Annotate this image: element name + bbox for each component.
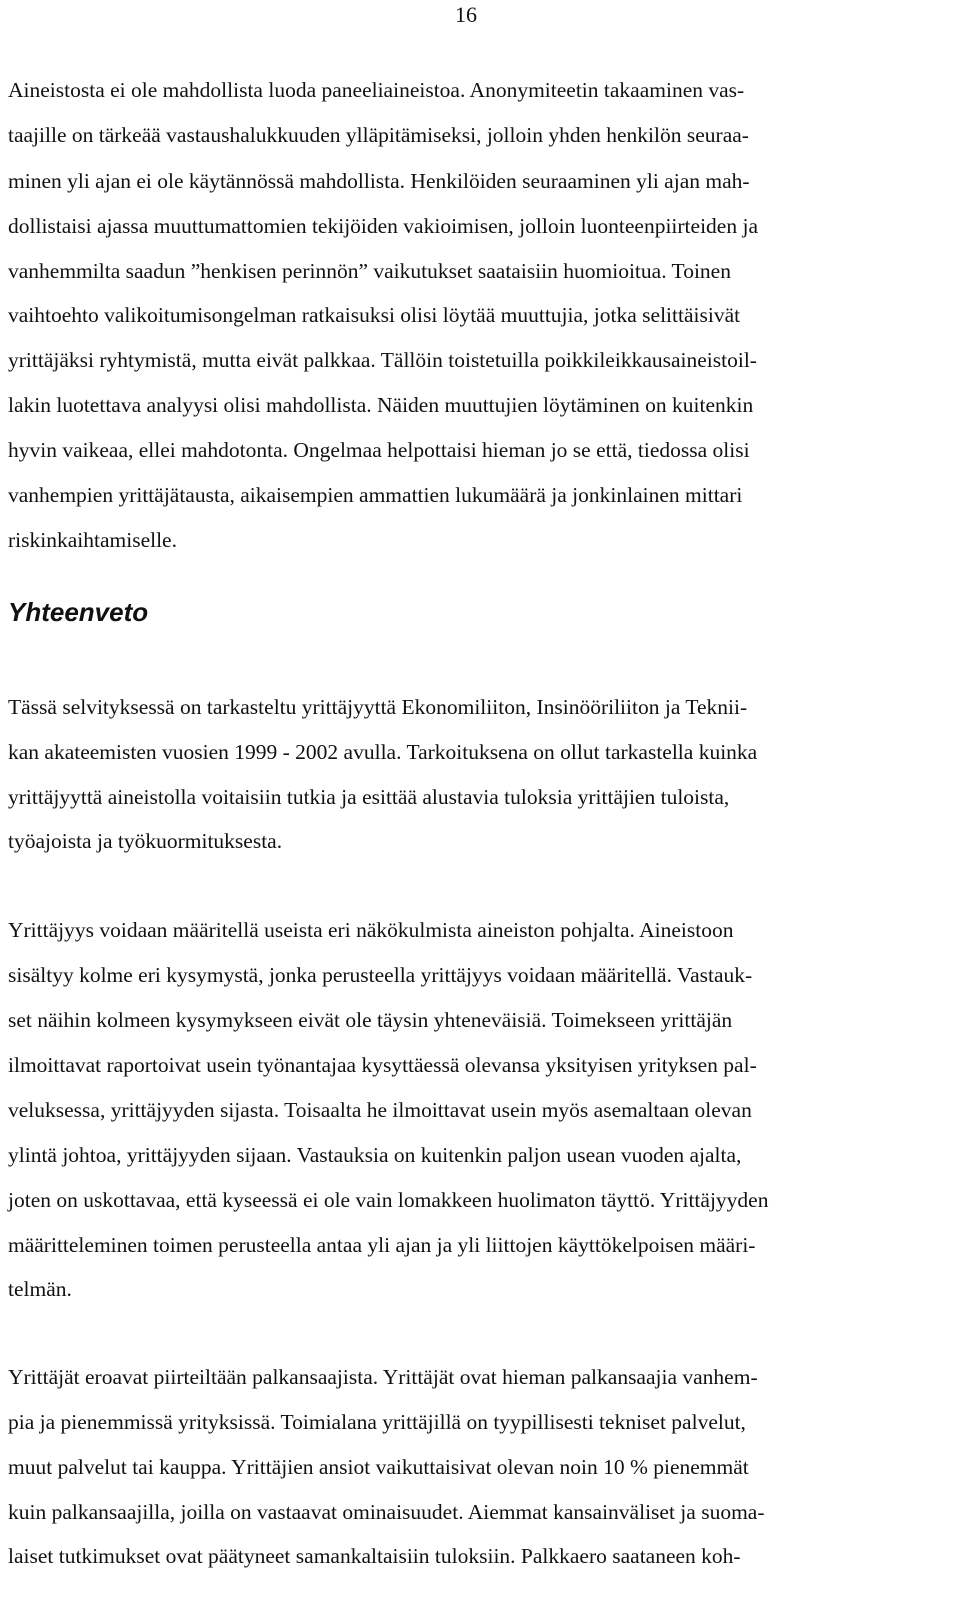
text-line: ilmoittavat raportoivat usein työnantajaa kysyttäessä olevansa yksityisen yrityksen pal-	[8, 1053, 757, 1077]
text-line: kuin palkansaajilla, joilla on vastaavat ominaisuudet. Aiemmat kansainväliset ja suoma-	[8, 1500, 765, 1524]
text-line: pia ja pienemmissä yrityksissä. Toimialana yrittäjillä on tyypillisesti tekniset palvelut,	[8, 1410, 746, 1434]
text-line: vanhempien yrittäjätausta, aikaisempien ammattien lukumäärä ja jonkinlainen mittari	[8, 483, 743, 507]
text-line: Yrittäjät eroavat piirteiltään palkansaajista. Yrittäjät ovat hieman palkansaajia vanhem-	[8, 1365, 758, 1389]
text-line: hyvin vaikeaa, ellei mahdotonta. Ongelmaa helpottaisi hieman jo se että, tiedossa olisi	[8, 438, 750, 462]
text-line: set näihin kolmeen kysymykseen eivät ole täysin yhteneväisiä. Toimekseen yrittäjän	[8, 1008, 733, 1032]
text-line: veluksessa, yrittäjyyden sijasta. Toisaalta he ilmoittavat usein myös asemaltaan olevan	[8, 1098, 752, 1122]
section-heading: Yhteenveto	[8, 597, 149, 627]
text-line: minen yli ajan ei ole käytännössä mahdollista. Henkilöiden seuraaminen yli ajan mah-	[8, 169, 750, 193]
text-line: Tässä selvityksessä on tarkasteltu yrittäjyyttä Ekonomiliiton, Insinööriliiton ja Teknii-	[8, 695, 748, 719]
text-line: telmän.	[8, 1277, 72, 1301]
page-number: 16	[455, 2, 477, 27]
text-line: lakin luotettava analyysi olisi mahdollista. Näiden muuttujien löytäminen on kuitenkin	[8, 393, 754, 417]
text-line: laiset tutkimukset ovat päätyneet samankaltaisiin tuloksiin. Palkkaero saataneen koh-	[8, 1544, 741, 1568]
text-line: vanhemmilta saadun ”henkisen perinnön” vaikutukset saataisiin huomioitua. Toinen	[8, 259, 731, 283]
text-line: taajille on tärkeää vastaushalukkuuden ylläpitämiseksi, jolloin yhden henkilön seuraa-	[8, 123, 749, 147]
text-line: Yrittäjyys voidaan määritellä useista eri näkökulmista aineiston pohjalta. Aineistoon	[8, 918, 734, 942]
text-line: kan akateemisten vuosien 1999 - 2002 avulla. Tarkoituksena on ollut tarkastella kuinka	[8, 740, 758, 764]
text-line: dollistaisi ajassa muuttumattomien tekijöiden vakioimisen, jolloin luonteenpiirteiden ja	[8, 214, 758, 238]
text-line: sisältyy kolme eri kysymystä, jonka perusteella yrittäjyys voidaan määritellä. Vastauk-	[8, 963, 753, 987]
text-line: muut palvelut tai kauppa. Yrittäjien ansiot vaikuttaisivat olevan noin 10 % pienemmät	[8, 1455, 749, 1479]
text-line: määritteleminen toimen perusteella antaa yli ajan ja yli liittojen käyttökelpoisen määri-	[8, 1233, 756, 1257]
text-line: yrittäjyyttä aineistolla voitaisiin tutkia ja esittää alustavia tuloksia yrittäjien tuloista,	[8, 785, 730, 809]
text-line: yrittäjäksi ryhtymistä, mutta eivät palkkaa. Tällöin toistetuilla poikkileikkausaineistoil-	[8, 348, 757, 372]
text-line: työajoista ja työkuormituksesta.	[8, 829, 283, 853]
text-line: ylintä johtoa, yrittäjyyden sijaan. Vastauksia on kuitenkin paljon usean vuoden ajalta,	[8, 1143, 742, 1167]
text-line: riskinkaihtamiselle.	[8, 528, 177, 552]
text-line: vaihtoehto valikoitumisongelman ratkaisuksi olisi löytää muuttujia, jotka selittäisivät	[8, 303, 741, 327]
text-line: joten on uskottavaa, että kyseessä ei ole vain lomakkeen huolimaton täyttö. Yrittäjyyden	[8, 1188, 769, 1212]
text-line: Aineistosta ei ole mahdollista luoda paneeliaineistoa. Anonymiteetin takaaminen vas-	[8, 78, 745, 102]
